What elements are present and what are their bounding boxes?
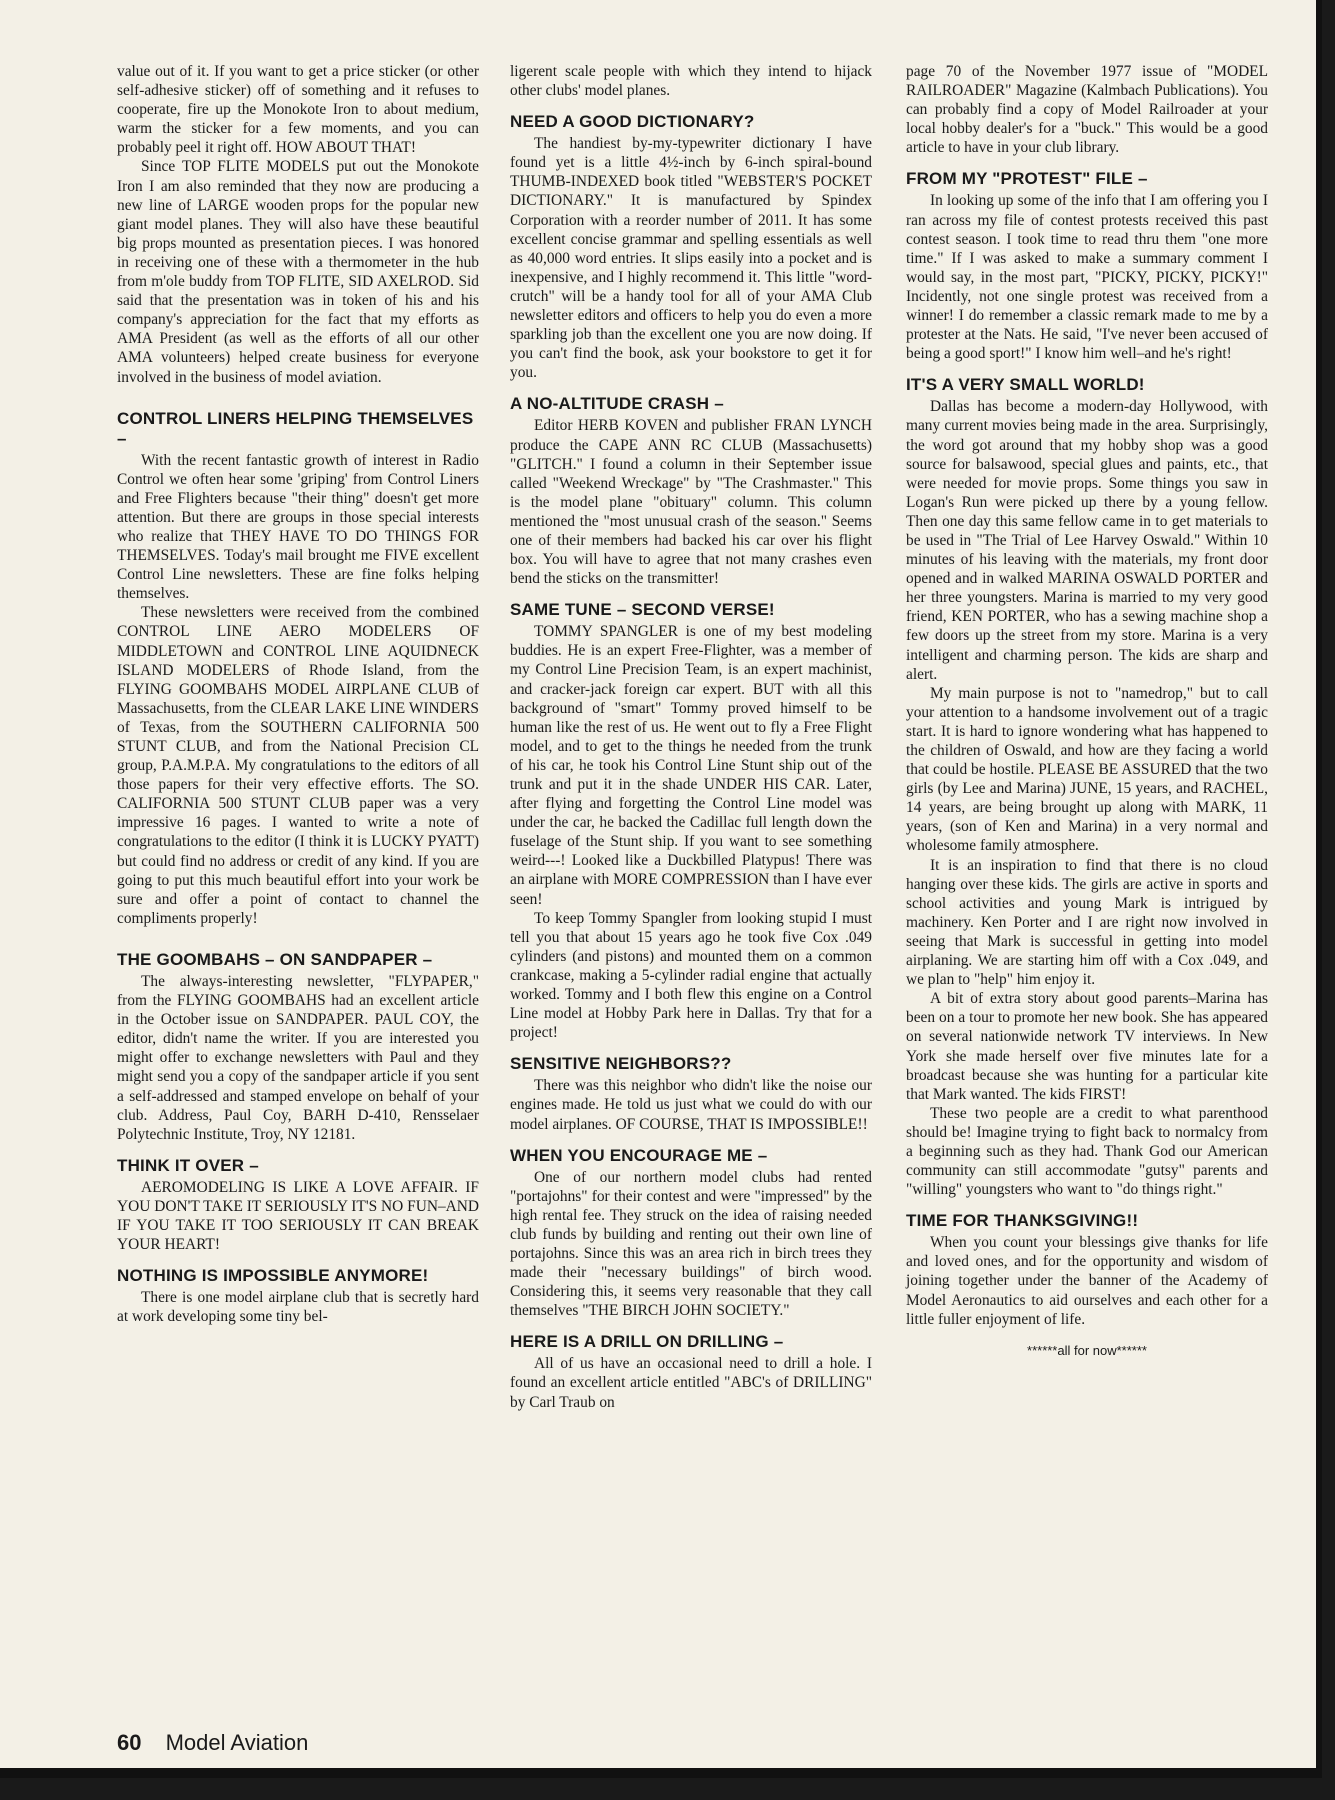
- section-heading: NOTHING IS IMPOSSIBLE ANYMORE!: [117, 1266, 429, 1286]
- paragraph: There was this neighbor who didn't like the noise our engines made. He told us just what we could do with our model airplanes. OF COURSE, THAT IS IMPOSSIBLE!!: [510, 1077, 872, 1133]
- page-number: 60: [117, 1730, 142, 1755]
- section-heading: A NO-ALTITUDE CRASH –: [510, 394, 724, 414]
- paragraph: When you count your blessings give thanks for life and loved ones, and for the opportunity and wisdom of joining together under the banner of the Academy of Model Aeronautics to aid ourselves and each other for a little fuller enjoyment of life.: [906, 1234, 1268, 1328]
- paragraph: These newsletters were received from the combined CONTROL LINE AERO MODELERS OF MIDDLETOWN and CONTROL LINE AQUIDNECK ISLAND MODELERS of Rhode Island, from the FLYING GOOMBAHS MODEL AIRPLANE CLUB of Massachusetts, from the CLEAR LAKE LINE WINDERS of Texas, from the SOUTHERN CALIFORNIA 500 STUNT CLUB, and from the National Precision CL group, P.A.M.P.A. My congratulations to the editors of all those papers for their very effective efforts. The SO. CALIFORNIA 500 STUNT CLUB paper was a very impressive 16 pages. I wanted to write a note of congratulations to the editor (I think it is LUCKY PYATT) but could find no address or credit of any kind. If you are going to put this much beautiful effort into your work be sure and offer a point of contact to channel the compliments properly!: [117, 604, 479, 927]
- column-3: [906, 62, 1268, 1360]
- section-heading: NEED A GOOD DICTIONARY?: [510, 112, 755, 132]
- paragraph: Dallas has become a modern-day Hollywood, with many current movies being made in the area. Surprisingly, the word got around that my hobby shop was a good source for balsawood, special glues and paints, etc., that were needed for movie props. Some things you saw in Logan's Run were picked up there by a young fellow. Then one day this same fellow came in to get materials to be used in "The Trial of Lee Harvey Oswald." Within 10 minutes of his leaving with the materials, my front door opened and in walked MARINA OSWALD PORTER and her three youngsters. Marina is married to my very good friend, KEN PORTER, who has a sewing machine shop a few doors up the street from my store. Marina is a very intelligent and charming person. The kids are sharp and alert.: [906, 398, 1268, 683]
- paragraph: My main purpose is not to "namedrop," but to call your attention to a handsome involvement out of a tragic start. It is hard to ignore wondering what has happened to the children of Oswald, and how are they facing a world that could be hostile. PLEASE BE ASSURED that the two girls (by Lee and Marina) JUNE, 15 years, and RACHEL, 14 years, are being brought up along with MARK, 11 years, (son of Ken and Marina) in a very normal and wholesome family atmosphere.: [906, 684, 1268, 855]
- page-footer: [117, 1730, 308, 1756]
- section-heading: FROM MY "PROTEST" FILE –: [906, 169, 1148, 189]
- paragraph: A bit of extra story about good parents–Marina has been on a tour to promote her new book. She has appeared on several nationwide network TV interviews. In New York she made herself over five minutes late for a broadcast because she was hunting for a particular kite that Mark wanted. The kids FIRST!: [906, 990, 1268, 1103]
- paragraph: Since TOP FLITE MODELS put out the Monokote Iron I am also reminded that they now are producing a new line of LARGE wooden props for the popular new giant model planes. They will also have these beautiful big props mounted as presentation pieces. I was honored in receiving one of these with a thermometer in the hub from m'ole buddy from TOP FLITE, SID AXELROD. Sid said that the presentation was in token of his and his company's appreciation for the fact that my efforts as AMA President (as well as the efforts of all our other AMA volunteers) helped create business for everyone involved in the business of model aviation.: [117, 158, 479, 386]
- section-heading: CONTROL LINERS HELPING THEMSELVES –: [117, 408, 474, 448]
- paragraph: value out of it. If you want to get a price sticker (or other self-adhesive sticker) off of something and it refuses to cooperate, fire up the Monokote Iron to about medium, warm the sticker for a few moments, and you can probably peel it right off. HOW ABOUT THAT!: [117, 63, 479, 157]
- paragraph: In looking up some of the info that I am offering you I ran across my file of contest protests received this past contest season. I took time to read thru them "one more time." If I was asked to make a summary comment I would say, in the most part, "PICKY, PICKY, PICKY!" Incidently, not one single protest was received from a winner! I do remember a classic remark made to me by a protester at the Nats. He said, "I've never been accused of being a good sport!" I know him well–and he's right!: [906, 192, 1268, 363]
- magazine-name: Model Aviation: [165, 1730, 309, 1755]
- sign-off: ******all for now******: [1027, 1342, 1147, 1358]
- paragraph: These two people are a credit to what parenthood should be! Imagine trying to fight back to normalcy from a beginning such as they had. Thank God our American community can still accommodate "gutsy" parents and "willing" youngsters who want to "do things right.": [906, 1104, 1268, 1199]
- paragraph: The always-interesting newsletter, "FLYPAPER," from the FLYING GOOMBAHS had an excellent article in the October issue on SANDPAPER. PAUL COY, the editor, didn't name the writer. If you are interested you might offer to exchange newsletters with Paul and they might send you a copy of the sandpaper article if you sent a self-addressed and stamped envelope on behalf of your club. Address, Paul Coy, BARH D-410, Rensselaer Polytechnic Institute, Troy, NY 12181.: [117, 972, 479, 1143]
- paragraph: It is an inspiration to find that there is no cloud hanging over these kids. The girls are active in sports and school activities and young Mark is intrigued by machinery. Ken Porter and I are right now involved in seeing that Mark is successful in getting into model airplaning. We are starting him off with a Cox .049, and we plan to "help" him enjoy it.: [906, 856, 1268, 989]
- section-heading: THINK IT OVER –: [117, 1155, 259, 1175]
- section-heading: IT'S A VERY SMALL WORLD!: [906, 375, 1145, 395]
- paragraph: All of us have an occasional need to drill a hole. I found an excellent article entitled "ABC's of DRILLING" by Carl Traub on: [510, 1355, 872, 1411]
- paragraph: To keep Tommy Spangler from looking stupid I must tell you that about 15 years ago he took five Cox .049 cylinders (and pistons) and mounted them on a common crankcase, making a 5-cylinder radial engine that actually worked. Tommy and I both flew this engine on a Control Line model at Hobby Park here in Dallas. Try that for a project!: [510, 909, 872, 1042]
- paragraph: ligerent scale people with which they intend to hijack other clubs' model planes.: [510, 63, 872, 100]
- section-heading: HERE IS A DRILL ON DRILLING –: [510, 1332, 784, 1352]
- paragraph: There is one model airplane club that is secretly hard at work developing some tiny bel-: [117, 1289, 479, 1326]
- paragraph: AEROMODELING IS LIKE A LOVE AFFAIR. IF YOU DON'T TAKE IT SERIOUSLY IT'S NO FUN–AND IF YOU TAKE IT TOO SERIOUSLY IT CAN BREAK YOUR HEART!: [117, 1178, 479, 1254]
- column-1: [117, 62, 479, 1326]
- paragraph: Editor HERB KOVEN and publisher FRAN LYNCH produce the CAPE ANN RC CLUB (Massachusetts) "GLITCH." I found a column in their September issue called "Weekend Wreckage" by "The Crashmaster." This is the model plane "obituary" column. This column mentioned the "most unusual crash of the season." Seems one of their members had backed his car over his flight box. You will have to agree that not many crashes even bend the sticks on the transmitter!: [510, 417, 872, 588]
- section-heading: THE GOOMBAHS – ON SANDPAPER –: [117, 949, 433, 969]
- paragraph: With the recent fantastic growth of interest in Radio Control we often hear some 'griping' from Control Liners and Free Flighters because "their thing" doesn't get more attention. But there are groups in those special interests who realize that THEY HAVE TO DO THINGS FOR THEMSELVES. Today's mail brought me FIVE excellent Control Line newsletters. These are fine folks helping themselves.: [117, 451, 479, 603]
- paragraph: The handiest by-my-typewriter dictionary I have found yet is a little 4½-inch by 6-inch spiral-bound THUMB-INDEXED book titled "WEBSTER'S POCKET DICTIONARY." It is manufactured by Spindex Corporation with a reorder number of 2011. It has some excellent concise grammar and spelling essentials as well as 40,000 word entries. It slips easily into a pocket and is inexpensive, and I highly recommend it. This little "word-crutch" will be a handy tool for all of your AMA Club newsletter editors and officers to help you do even a more sparkling job than the excellent one you are now doing. If you can't find the book, ask your bookstore to get it for you.: [510, 135, 872, 382]
- paragraph: page 70 of the November 1977 issue of "MODEL RAILROADER" Magazine (Kalmbach Publications). You can probably find a copy of Model Railroader at your local hobby dealer's for a "buck." This would be a good article to have in your club library.: [906, 63, 1268, 157]
- section-heading: TIME FOR THANKSGIVING!!: [906, 1211, 1139, 1231]
- section-heading: WHEN YOU ENCOURAGE ME –: [510, 1145, 768, 1165]
- column-2: [510, 62, 872, 1412]
- paragraph: TOMMY SPANGLER is one of my best modeling buddies. He is an expert Free-Flighter, was a member of my Control Line Precision Team, is an expert machinist, and cracker-jack foreign car expert. BUT with all this background of "smart" Tommy proved himself to be human like the rest of us. He went out to fly a Free Flight model, and to get to the things he needed from the trunk of his car, he took his Control Line Stunt ship out of the trunk and put it in the shade UNDER HIS CAR. Later, after flying and forgetting the Control Line model was under the car, he backed the Cadillac full length down the fuselage of the Stunt ship. If you want to see something weird---! Looked like a Duckbilled Platypus! There was an airplane with MORE COMPRESSION than I have ever seen!: [510, 623, 872, 908]
- paragraph: One of our northern model clubs had rented "portajohns" for their contest and were "impressed" by the high rental fee. They struck on the idea of raising needed club funds by building and renting out their own line of portajohns. Since this was an area rich in birch trees they made their "necessary buildings" of birch wood. Considering this, it seems very reasonable that they call themselves "THE BIRCH JOHN SOCIETY.": [510, 1168, 872, 1320]
- section-heading: SENSITIVE NEIGHBORS??: [510, 1054, 732, 1074]
- section-heading: SAME TUNE – SECOND VERSE!: [510, 600, 775, 620]
